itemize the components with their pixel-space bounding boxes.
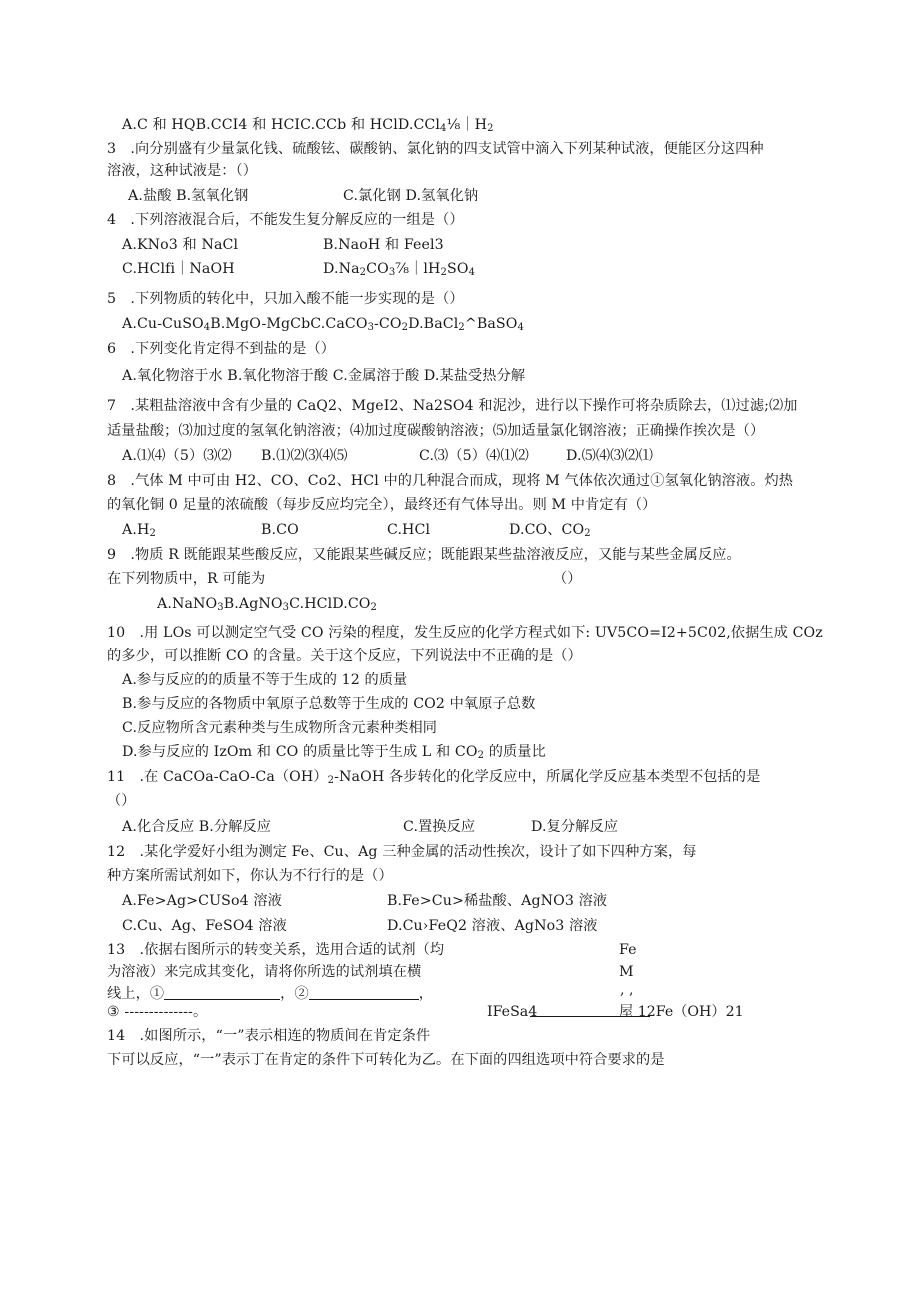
q3-stem-line1: 3 .向分别盛有少量氯化钱、硫酸铉、碳酸钠、氯化钠的四支试管中滴入下列某种试液，便能区分这四种 (107, 141, 764, 157)
q6-stem: 6 .下列变化肯定得不到盐的是（） (107, 341, 336, 357)
q12-stem-line2: 种方案所需试剂如下，你认为不行行的是（） (107, 868, 393, 884)
q13-diagram-fe: Fe (619, 942, 637, 958)
q3-stem-line2: 溶液，这种试液是：（） (107, 163, 258, 179)
q11-option-c: C.置换反应 (403, 819, 476, 835)
q14-stem-line1: 14 .如图所示，“一”表示相连的物质间在肯定条件 (107, 1028, 431, 1044)
q7-option-d: D.⑸⑷⑶⑵⑴ (566, 448, 654, 464)
q11-option-d: D.复分解反应 (531, 819, 619, 835)
q13-diagram-left-node: IFeSa4 (487, 1004, 538, 1020)
q8-stem-line2: 的氧化铜 0 足量的浓硫酸（每步反应均完全），最终还有气体导出。则 M 中肯定有（） (107, 497, 657, 513)
q5-options: $A.Cu-CuSO_4B.MgO-MgCbC.CaCO_3-CO_2D.BaCl_2\^{}BaSO_4$ (122, 316, 524, 333)
q10-stem-line2: 的多少，可以推断 CO 的含量。关于这个反应，下列说法中不正确的是（） (107, 648, 582, 664)
q8-option-a: $A.H_2$ (122, 522, 156, 539)
q13-stem-line1: 13 .依据右图所示的转变关系，选用合适的试剂（均 (107, 942, 445, 958)
q12-option-c: C.Cu、Ag、FeSO4 溶液 (122, 918, 287, 934)
q13-stem-line4: ③ --------------。 (107, 1004, 208, 1020)
q4-stem: 4 .下列溶液混合后，不能发生复分解反应的一组是（） (107, 212, 464, 228)
q9-stem-line2: 在下列物质中，R 可能为 (107, 571, 266, 587)
q8-option-c: C.HCl (387, 522, 431, 538)
q7-option-c: C.⑶（5）⑷⑴⑵ (419, 448, 529, 464)
q8-option-d: D.CO、$CO_2$ (509, 522, 591, 539)
q13-blank-2[interactable] (309, 984, 419, 1000)
q3-option-ab: A.盐酸 B.氢氧化钢 (128, 188, 249, 204)
q10-option-b: B.参与反应的各物质中氧原子总数等于生成的 CO2 中氧原子总数 (122, 696, 536, 712)
q4-option-b: B.NaoH 和 Feel3 (323, 237, 444, 253)
q13-stem-line2: 为溶液）来完成其变化，请将你所选的试剂填在横 (107, 964, 422, 980)
q13-diagram-m: M (619, 964, 634, 980)
q9-answer-paren: （） (553, 571, 582, 587)
q11-stem-line1: 11 .在 CaCOa-$CaO-Ca(OH)_2$-NaOH 各步转化的化学反应中，所属化学反应基本类型不包括的是 (107, 769, 761, 786)
q11-stem-line2: （） (107, 793, 136, 809)
q7-option-a: A.⑴⑷（5）⑶⑵ (122, 448, 232, 464)
q4-option-c: C.HClfi｜NaOH (122, 261, 235, 277)
q10-option-d: D.参与反应的 IzOm 和 CO 的质量比等于生成 L 和 $CO_2$ 的质量比 (122, 744, 546, 761)
q8-stem-line1: 8 .气体 M 中可由 H2、CO、Co2、HCl 中的几种混合而成，现将 M 气体依次通过①氢氧化钠溶液。灼热 (107, 473, 794, 489)
q12-option-a: A.Fe>Ag>CUSo4 溶液 (122, 893, 282, 909)
q12-option-d: D.Cu›FeQ2 溶液、AgNo3 溶液 (387, 918, 598, 934)
q11-option-ab: A.化合反应 B.分解反应 (122, 819, 272, 835)
q7-stem-line2: 适量盐酸；⑶加过度的氢氧化钠溶液；⑷加过度碳酸钠溶液；⑸加适量氯化钢溶液；正确操作挨次是（） (107, 423, 765, 439)
q3-option-cd: C.氯化钢 D.氢氧化钠 (343, 188, 479, 204)
q13-stem-line3: 线上，① ，② ， (107, 986, 434, 1002)
q13-blank-1[interactable] (164, 984, 280, 1000)
q10-option-a: A.参与反应的的质量不等于生成的 12 的质量 (122, 672, 408, 688)
q12-option-b: B.Fe>Cu>稀盐酸、AgNO3 溶液 (387, 893, 608, 909)
q7-stem-line1: 7 .某粗盐溶液中含有少量的 CaQ2、MgeI2、Na2SO4 和泥沙，进行以下操作可将杂质除去，⑴过滤;⑵加 (107, 398, 798, 414)
q12-stem-line1: 12 .某化学爱好小组为测定 Fe、Cu、Ag 三种金属的活动性挨次，设计了如下四种方案，每 (107, 844, 697, 860)
q8-option-b: B.CO (261, 522, 299, 538)
q6-options: A.氧化物溶于水 B.氧化物溶于酸 C.金属溶于酸 D.某盐受热分解 (122, 368, 526, 384)
q13-diagram-commas: , , (620, 982, 634, 998)
q9-options: $A.NaNO_3B.AgNO_3C.HClD.CO_2$ (157, 596, 377, 613)
q4-option-d: $D.Na_2CO_3\frac{7}{8}|lH_2SO_4$ (323, 261, 476, 278)
q9-stem-line1: 9 .物质 R 既能跟某些酸反应，又能跟某些碱反应；既能跟某些盐溶液反应，又能与某些金属反应。 (107, 547, 741, 563)
q5-stem: 5 .下列物质的转化中，只加入酸不能一步实现的是（） (107, 291, 464, 307)
q10-stem-line1: 10 .用 LOs 可以测定空气受 CO 污染的程度，发生反应的化学方程式如下: UV5CO=I2+5C02,依据生成 COz (107, 625, 823, 641)
q7-option-b: B.⑴⑵⑶⑷⑸ (261, 448, 348, 464)
q10-option-c: C.反应物所含元素种类与生成物所含元素种类相同 (122, 720, 438, 736)
q14-stem-line2: 下可以反应，“一”表示丁在肯定的条件下可转化为乙。在下面的四组选项中符合要求的是 (107, 1052, 665, 1068)
q13-diagram-right-node: 屋 12Fe（OH）21 (619, 1004, 744, 1020)
q4-option-a: A.KNo3 和 NaCl (122, 237, 239, 253)
q2-options: A.C 和 HQB.CCI4 和 HCIC.CCb 和 $HClD.CCl_4\frac{1}{8}|H_2$ (122, 117, 494, 134)
